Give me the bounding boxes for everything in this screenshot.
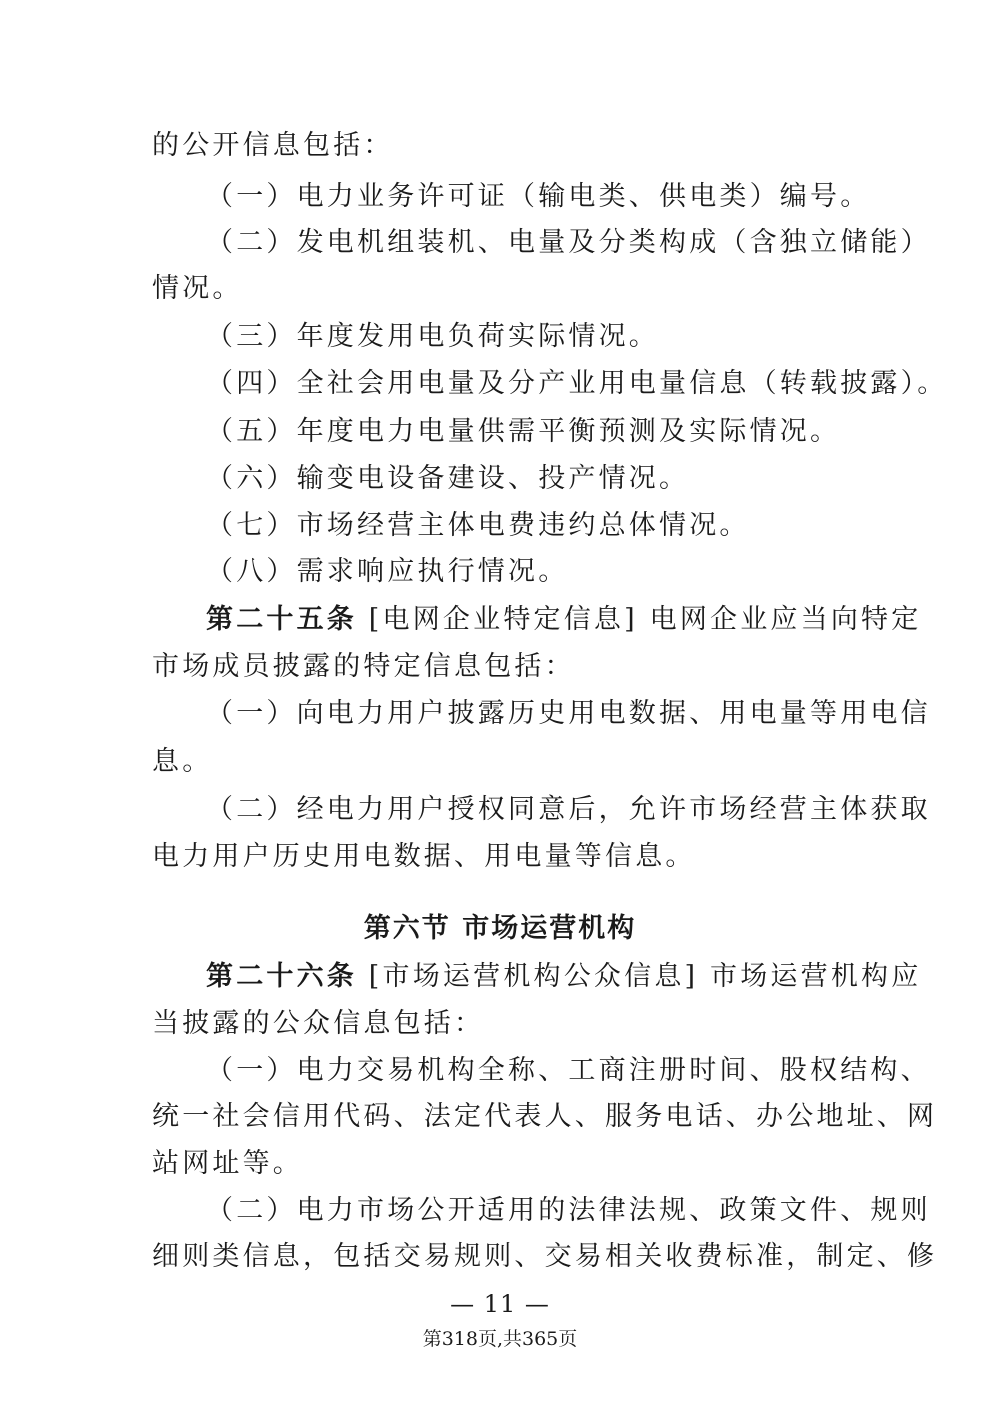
article-number: 第二十五条 bbox=[206, 604, 357, 635]
article-number: 第二十六条 bbox=[206, 961, 357, 992]
list-item: （四）全社会用电量及分产业用电量信息（转载披露）。 bbox=[206, 368, 948, 399]
list-item: （二）经电力用户授权同意后，允许市场经营主体获取 bbox=[206, 794, 931, 825]
article-text: [市场运营机构公众信息] 市场运营机构应 bbox=[357, 961, 922, 992]
list-item: （一）电力交易机构全称、工商注册时间、股权结构、 bbox=[206, 1055, 931, 1086]
text-line: 市场成员披露的特定信息包括： bbox=[152, 651, 575, 682]
article-text: [电网企业特定信息] 电网企业应当向特定 bbox=[357, 604, 922, 635]
text-line: 站网址等。 bbox=[152, 1148, 303, 1179]
list-item: （三）年度发用电负荷实际情况。 bbox=[206, 321, 659, 352]
list-item: （七）市场经营主体电费违约总体情况。 bbox=[206, 510, 750, 541]
list-item: （二）发电机组装机、电量及分类构成（含独立储能） bbox=[206, 227, 931, 258]
text-line: 情况。 bbox=[152, 273, 243, 304]
text-line: 电力用户历史用电数据、用电量等信息。 bbox=[152, 841, 696, 872]
list-item: （一）电力业务许可证（输电类、供电类）编号。 bbox=[206, 181, 871, 212]
text-line: 息。 bbox=[152, 746, 213, 777]
section-heading: 第六节 市场运营机构 bbox=[363, 913, 637, 944]
text-line: 的公开信息包括： bbox=[152, 130, 394, 161]
list-item: （五）年度电力电量供需平衡预测及实际情况。 bbox=[206, 416, 841, 447]
article-25 bbox=[206, 600, 921, 640]
article-26 bbox=[206, 957, 921, 997]
list-item: （八）需求响应执行情况。 bbox=[206, 556, 569, 587]
text-line: 细则类信息，包括交易规则、交易相关收费标准，制定、修 bbox=[152, 1241, 938, 1272]
text-line: 当披露的公众信息包括： bbox=[152, 1008, 485, 1039]
page-footer: 第318页,共365页 bbox=[422, 1328, 578, 1350]
list-item: （六）输变电设备建设、投产情况。 bbox=[206, 463, 690, 494]
list-item: （一）向电力用户披露历史用电数据、用电量等用电信 bbox=[206, 698, 931, 729]
text-line: 统一社会信用代码、法定代表人、服务电话、办公地址、网 bbox=[152, 1101, 938, 1132]
list-item: （二）电力市场公开适用的法律法规、政策文件、规则 bbox=[206, 1195, 931, 1226]
page-number: — 11 — bbox=[450, 1290, 550, 1318]
